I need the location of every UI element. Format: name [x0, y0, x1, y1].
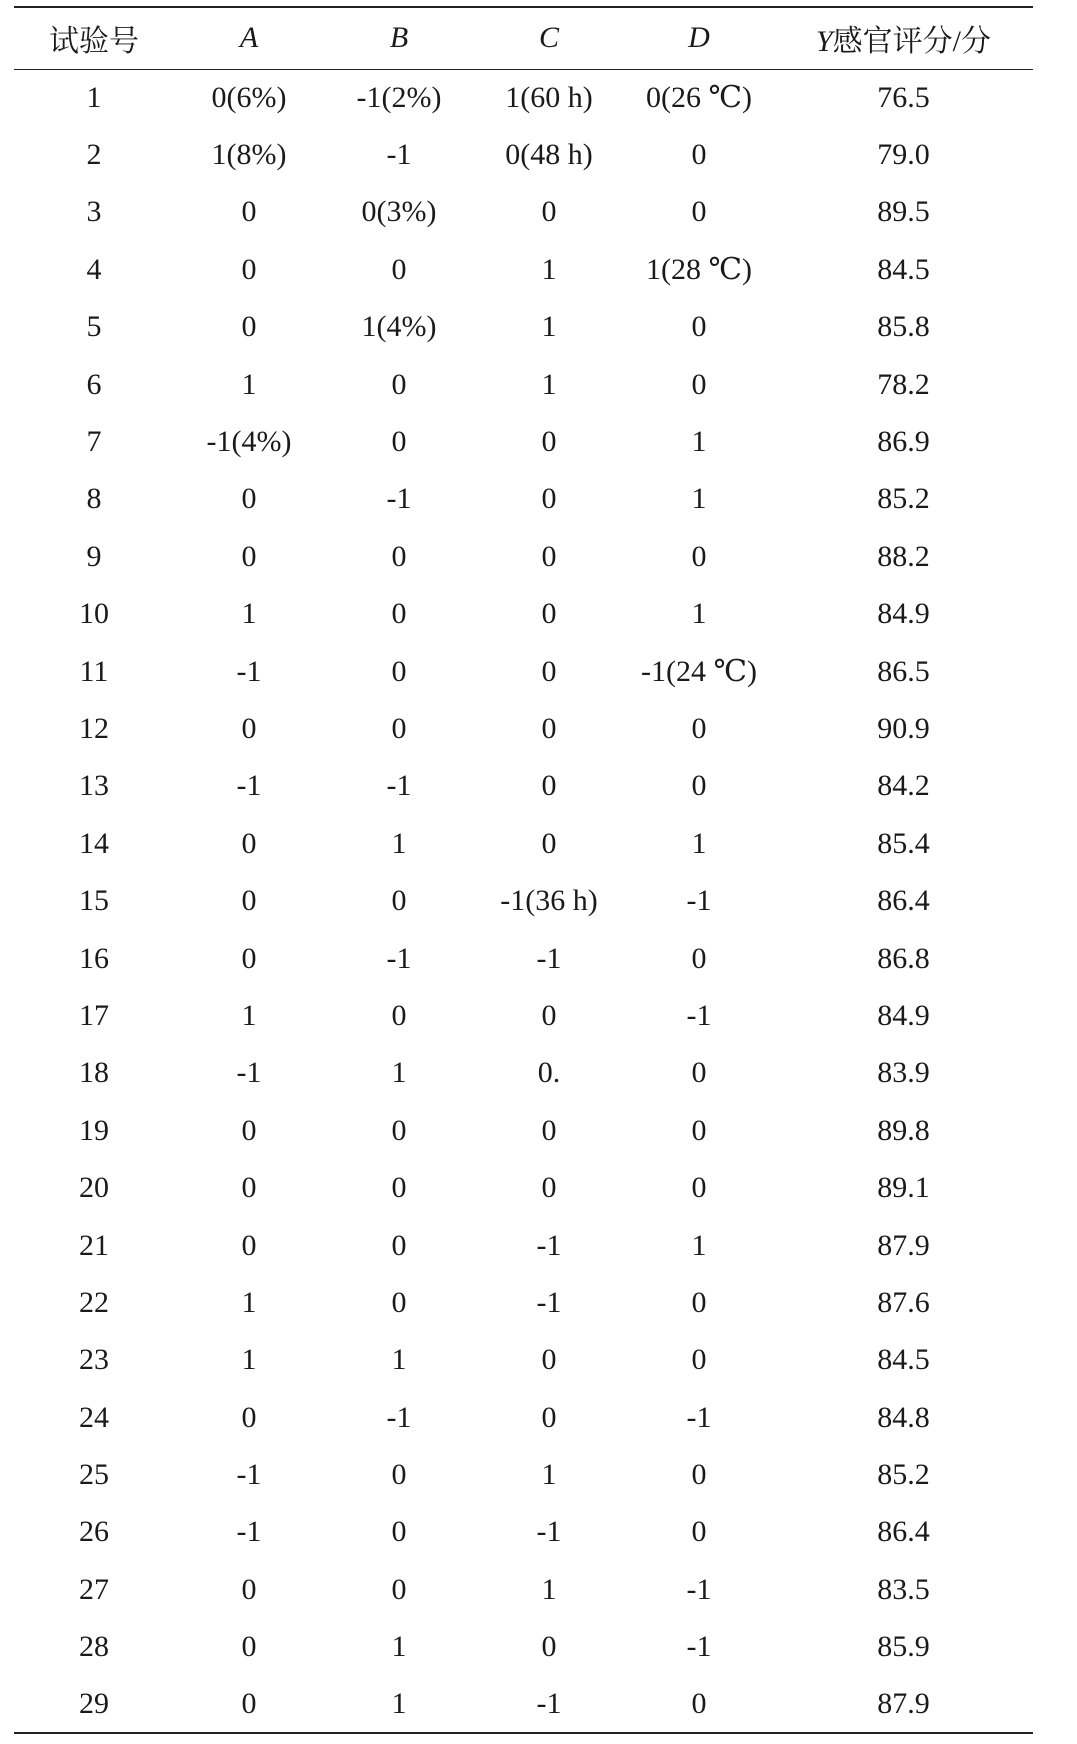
factor-a-cell: 0(6%) — [211, 80, 287, 114]
factor-d-cell: 1 — [691, 1228, 707, 1262]
factor-d-cell: 0 — [691, 367, 707, 401]
header-trial-no: 试验号 — [49, 25, 139, 59]
sensory-score-cell: 88.2 — [877, 539, 930, 573]
factor-c-cell: -1 — [536, 1285, 562, 1319]
factor-d-cell: 1 — [691, 425, 707, 459]
sensory-score-cell: 85.8 — [877, 310, 930, 344]
factor-a-cell: -1(4%) — [206, 425, 292, 459]
factor-c-cell: 0 — [541, 998, 557, 1032]
factor-b-cell: -1 — [386, 769, 412, 803]
factor-d-cell: 1 — [691, 597, 707, 631]
factor-c-cell: 0 — [541, 1113, 557, 1147]
table-row — [14, 413, 1033, 470]
trial-no-cell: 17 — [79, 998, 109, 1032]
trial-no-cell: 13 — [79, 769, 109, 803]
sensory-score-cell: 85.2 — [877, 1458, 930, 1492]
trial-no-cell: 24 — [79, 1400, 109, 1434]
factor-d-cell: 1 — [691, 826, 707, 860]
sensory-score-cell: 85.2 — [877, 482, 930, 516]
factor-c-cell: 1 — [541, 252, 557, 286]
sensory-score-cell: 85.4 — [877, 826, 930, 860]
factor-b-cell: 0 — [391, 1572, 407, 1606]
header-factor-b: B — [389, 21, 409, 55]
factor-a-cell: 0 — [241, 711, 257, 745]
table-row — [14, 1389, 1033, 1446]
factor-d-cell: -1 — [686, 998, 712, 1032]
sensory-score-cell: 83.9 — [877, 1056, 930, 1090]
experiment-table-container — [14, 6, 1033, 1734]
factor-b-cell: 0 — [391, 597, 407, 631]
sensory-score-cell: 76.5 — [877, 80, 930, 114]
table-row — [14, 126, 1033, 183]
trial-no-cell: 18 — [79, 1056, 109, 1090]
table-row — [14, 643, 1033, 700]
sensory-score-cell: 84.9 — [877, 998, 930, 1032]
trial-no-cell: 8 — [86, 482, 102, 516]
table-row — [14, 930, 1033, 987]
trial-no-cell: 23 — [79, 1343, 109, 1377]
factor-b-cell: 0 — [391, 654, 407, 688]
factor-a-cell: 1 — [241, 1343, 257, 1377]
factor-b-cell: 1 — [391, 1343, 407, 1377]
factor-c-cell: 0 — [541, 425, 557, 459]
trial-no-cell: 2 — [86, 138, 102, 172]
trial-no-cell: 29 — [79, 1687, 109, 1721]
table-header — [14, 7, 1033, 69]
factor-b-cell: -1 — [386, 482, 412, 516]
factor-b-cell: 0 — [391, 884, 407, 918]
trial-no-cell: 10 — [79, 597, 109, 631]
sensory-score-cell: 89.1 — [877, 1171, 930, 1205]
factor-a-cell: -1 — [236, 1515, 262, 1549]
sensory-score-cell: 87.6 — [877, 1285, 930, 1319]
factor-b-cell: 0 — [391, 425, 407, 459]
factor-b-cell: 0 — [391, 1228, 407, 1262]
factor-d-cell: 0(26 ℃) — [645, 81, 753, 115]
factor-b-cell: 0(3%) — [361, 195, 437, 229]
factor-c-cell: 1 — [541, 1572, 557, 1606]
sensory-score-cell: 84.2 — [877, 769, 930, 803]
trial-no-cell: 25 — [79, 1458, 109, 1492]
factor-a-cell: 0 — [241, 482, 257, 516]
sensory-score-cell: 87.9 — [877, 1687, 930, 1721]
table-row — [14, 299, 1033, 356]
factor-c-cell: -1 — [536, 1687, 562, 1721]
factor-a-cell: 0 — [241, 1630, 257, 1664]
trial-no-cell: 5 — [86, 310, 102, 344]
factor-c-cell: 1 — [541, 1458, 557, 1492]
trial-no-cell: 20 — [79, 1171, 109, 1205]
factor-c-cell: 1 — [541, 367, 557, 401]
factor-b-cell: 1 — [391, 1687, 407, 1721]
sensory-score-cell: 83.5 — [877, 1572, 930, 1606]
factor-b-cell: -1 — [386, 138, 412, 172]
factor-d-cell: 0 — [691, 539, 707, 573]
table-row — [14, 872, 1033, 929]
factor-c-cell: 0 — [541, 1400, 557, 1434]
sensory-score-cell: 86.9 — [877, 425, 930, 459]
sensory-score-cell: 85.9 — [877, 1630, 930, 1664]
factor-d-cell: 0 — [691, 1687, 707, 1721]
factor-c-cell: -1 — [536, 1515, 562, 1549]
factor-b-cell: 0 — [391, 998, 407, 1032]
factor-c-cell: 0 — [541, 482, 557, 516]
sensory-score-cell: 89.5 — [877, 195, 930, 229]
factor-a-cell: -1 — [236, 1056, 262, 1090]
factor-d-cell: 0 — [691, 769, 707, 803]
factor-c-cell: -1 — [536, 941, 562, 975]
factor-b-cell: -1(2%) — [356, 80, 442, 114]
factor-c-cell: 0 — [541, 769, 557, 803]
factor-d-cell: -1 — [686, 1572, 712, 1606]
table-row — [14, 815, 1033, 872]
factor-a-cell: 0 — [241, 195, 257, 229]
sensory-score-cell: 87.9 — [877, 1228, 930, 1262]
factor-d-cell: 0 — [691, 711, 707, 745]
factor-b-cell: 0 — [391, 1285, 407, 1319]
factor-c-cell: -1(36 h) — [500, 884, 598, 918]
table-row — [14, 69, 1033, 126]
table-row — [14, 1045, 1033, 1102]
factor-c-cell: 0 — [541, 539, 557, 573]
factor-b-cell: 0 — [391, 539, 407, 573]
sensory-score-cell: 84.5 — [877, 1343, 930, 1377]
sensory-score-cell: 86.4 — [877, 1515, 930, 1549]
trial-no-cell: 16 — [79, 941, 109, 975]
table-row — [14, 471, 1033, 528]
sensory-score-cell: 84.8 — [877, 1400, 930, 1434]
sensory-score-cell: 78.2 — [877, 367, 930, 401]
factor-a-cell: 0 — [241, 884, 257, 918]
table-row — [14, 586, 1033, 643]
sensory-score-cell: 84.9 — [877, 597, 930, 631]
trial-no-cell: 26 — [79, 1515, 109, 1549]
header-factor-c: C — [538, 21, 559, 55]
trial-no-cell: 1 — [86, 80, 102, 114]
factor-b-cell: -1 — [386, 941, 412, 975]
factor-c-cell: 1 — [541, 310, 557, 344]
trial-no-cell: 9 — [86, 539, 102, 573]
trial-no-cell: 19 — [79, 1113, 109, 1147]
factor-d-cell: 0 — [691, 138, 707, 172]
factor-d-cell: 0 — [691, 1515, 707, 1549]
sensory-score-cell: 79.0 — [877, 138, 930, 172]
factor-c-cell: 0 — [541, 711, 557, 745]
table-row — [14, 1561, 1033, 1618]
trial-no-cell: 21 — [79, 1228, 109, 1262]
factor-c-cell: 0(48 h) — [505, 138, 593, 172]
factor-a-cell: 1 — [241, 367, 257, 401]
factor-a-cell: -1 — [236, 1458, 262, 1492]
sensory-score-cell: 84.5 — [877, 252, 930, 286]
factor-a-cell: 0 — [241, 1171, 257, 1205]
factor-a-cell: 0 — [241, 1228, 257, 1262]
table-row — [14, 700, 1033, 757]
sensory-score-cell: 86.4 — [877, 884, 930, 918]
factor-b-cell: 0 — [391, 1113, 407, 1147]
sensory-score-cell: 90.9 — [877, 711, 930, 745]
trial-no-cell: 27 — [79, 1572, 109, 1606]
table-row — [14, 1619, 1033, 1676]
factor-d-cell: 0 — [691, 1171, 707, 1205]
factor-d-cell: 0 — [691, 941, 707, 975]
factor-b-cell: 1 — [391, 1630, 407, 1664]
factor-b-cell: 0 — [391, 252, 407, 286]
table-row — [14, 1446, 1033, 1503]
factor-c-cell: 0 — [541, 597, 557, 631]
sensory-score-cell: 86.8 — [877, 941, 930, 975]
trial-no-cell: 7 — [86, 425, 102, 459]
table-row — [14, 1102, 1033, 1159]
header-row — [14, 7, 1033, 69]
factor-d-cell: 1 — [691, 482, 707, 516]
factor-d-cell: 0 — [691, 1285, 707, 1319]
trial-no-cell: 28 — [79, 1630, 109, 1664]
table-row — [14, 1159, 1033, 1216]
trial-no-cell: 4 — [86, 252, 102, 286]
factor-c-cell: 1(60 h) — [505, 80, 593, 114]
trial-no-cell: 12 — [79, 711, 109, 745]
sensory-score-cell: 89.8 — [877, 1113, 930, 1147]
table-row — [14, 241, 1033, 298]
trial-no-cell: 6 — [86, 367, 102, 401]
factor-d-cell: -1 — [686, 1400, 712, 1434]
factor-b-cell: 0 — [391, 1171, 407, 1205]
factor-a-cell: -1 — [236, 654, 262, 688]
factor-a-cell: 0 — [241, 1113, 257, 1147]
factor-c-cell: 0 — [541, 195, 557, 229]
factor-a-cell: 1(8%) — [211, 138, 287, 172]
factor-a-cell: 0 — [241, 826, 257, 860]
table-row — [14, 987, 1033, 1044]
factor-d-cell: -1 — [686, 884, 712, 918]
factor-c-cell: 0 — [541, 1171, 557, 1205]
header-factor-d: D — [688, 21, 710, 55]
factor-d-cell: 0 — [691, 1343, 707, 1377]
factor-a-cell: 0 — [241, 1400, 257, 1434]
factor-b-cell: 0 — [391, 367, 407, 401]
factor-a-cell: 1 — [241, 597, 257, 631]
table-row — [14, 1217, 1033, 1274]
table-row — [14, 528, 1033, 585]
factor-a-cell: 0 — [241, 1687, 257, 1721]
header-sensory-score — [774, 7, 1033, 69]
table-row — [14, 1676, 1033, 1733]
factor-b-cell: 0 — [391, 1515, 407, 1549]
factor-b-cell: 1 — [391, 826, 407, 860]
header-factor-a: A — [239, 21, 259, 55]
factor-c-cell: 0 — [541, 1343, 557, 1377]
factor-a-cell: -1 — [236, 769, 262, 803]
trial-no-cell: 22 — [79, 1285, 109, 1319]
factor-b-cell: 0 — [391, 711, 407, 745]
factor-a-cell: 1 — [241, 1285, 257, 1319]
table-row — [14, 758, 1033, 815]
sensory-score-cell: 86.5 — [877, 654, 930, 688]
factor-a-cell: 0 — [241, 1572, 257, 1606]
factor-d-cell: 0 — [691, 1056, 707, 1090]
factor-c-cell: 0 — [541, 654, 557, 688]
factor-c-cell: 0 — [541, 1630, 557, 1664]
trial-no-cell: 3 — [86, 195, 102, 229]
factor-a-cell: 0 — [241, 539, 257, 573]
factor-a-cell: 0 — [241, 310, 257, 344]
factor-c-cell: 0 — [541, 826, 557, 860]
factor-a-cell: 0 — [241, 941, 257, 975]
table-row — [14, 1274, 1033, 1331]
factor-d-cell: -1 — [686, 1630, 712, 1664]
header-y-label: 感官评分/分 — [832, 25, 992, 59]
table-row — [14, 1504, 1033, 1561]
header-y-symbol: Y — [815, 25, 833, 59]
table-body — [14, 69, 1033, 1733]
trial-no-cell: 11 — [79, 654, 109, 688]
factor-d-cell: 0 — [691, 1458, 707, 1492]
trial-no-cell: 14 — [79, 826, 109, 860]
factor-d-cell: -1(24 ℃) — [640, 655, 758, 689]
factor-d-cell: 0 — [691, 310, 707, 344]
factor-a-cell: 0 — [241, 252, 257, 286]
factor-a-cell: 1 — [241, 998, 257, 1032]
factor-b-cell: 1(4%) — [361, 310, 437, 344]
table-row — [14, 356, 1033, 413]
table-row — [14, 184, 1033, 241]
factor-d-cell: 0 — [691, 1113, 707, 1147]
factor-b-cell: 0 — [391, 1458, 407, 1492]
factor-d-cell: 0 — [691, 195, 707, 229]
table-row — [14, 1332, 1033, 1389]
factor-c-cell: 0. — [537, 1056, 561, 1090]
factor-b-cell: -1 — [386, 1400, 412, 1434]
experiment-design-table — [14, 6, 1033, 1734]
factor-c-cell: -1 — [536, 1228, 562, 1262]
trial-no-cell: 15 — [79, 884, 109, 918]
factor-d-cell: 1(28 ℃) — [645, 253, 753, 287]
factor-b-cell: 1 — [391, 1056, 407, 1090]
